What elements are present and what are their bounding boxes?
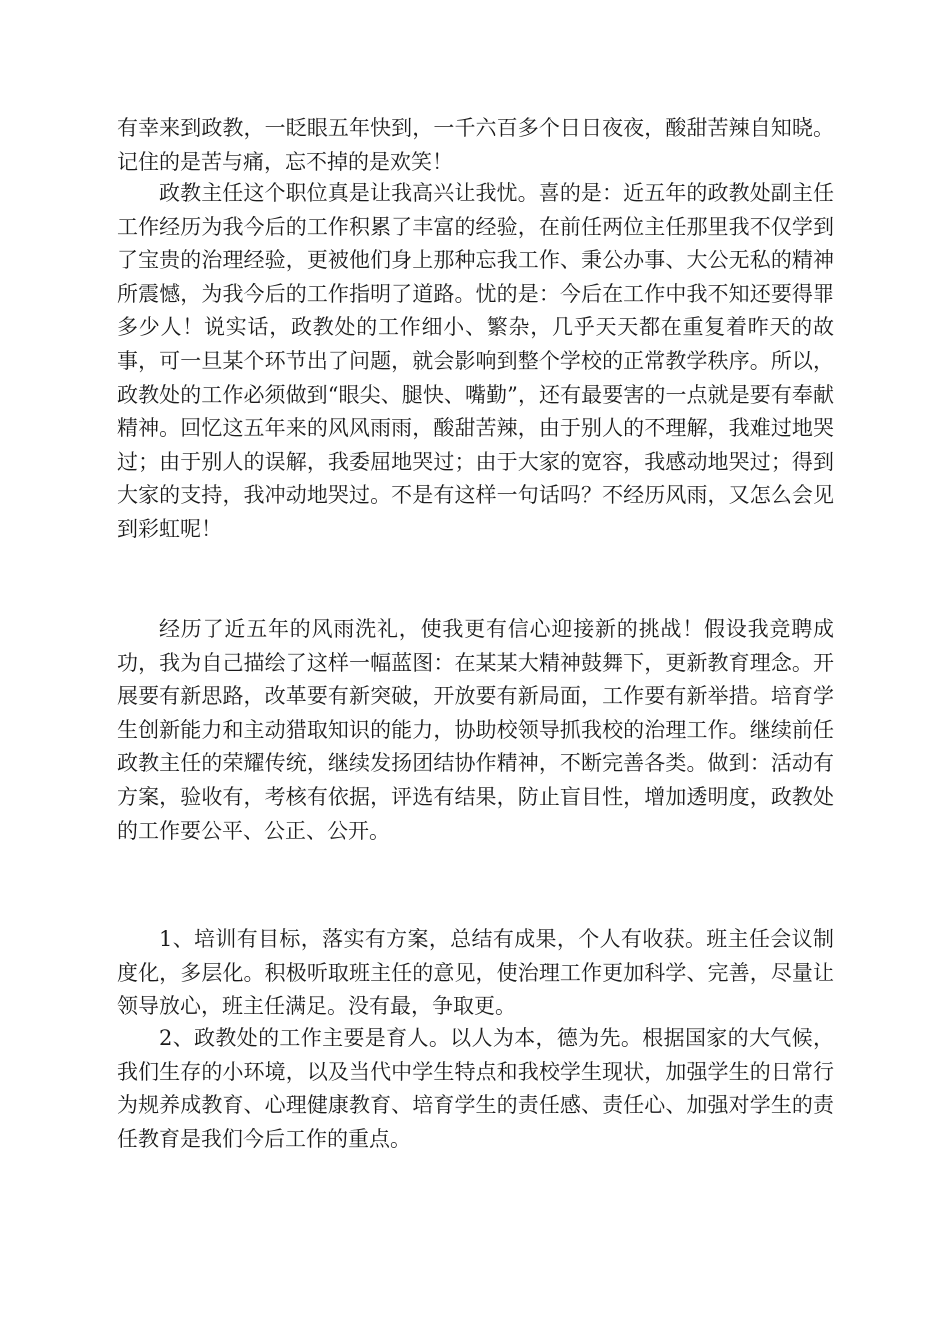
paragraph-intro: 有幸来到政教，一眨眼五年快到，一千六百多个日日夜夜，酸甜苦辣自知晓。记住的是苦与痛，忘不掉的是欢笑！ [117, 116, 834, 174]
paragraph-item-2: 2、政教处的工作主要是育人。以人为本，德为先。根据国家的大气候，我们生存的小环境，以及当代中学生特点和我校学生现状，加强学生的日常行为规养成教育、心理健康教育、培育学生的责任感、责任心、加强对学生的责任教育是我们今后工作的重点。 [117, 1026, 834, 1151]
paragraph-position-reflection: 政教主任这个职位真是让我高兴让我忧。喜的是：近五年的政教处副主任工作经历为我今后的工作积累了丰富的经验，在前任两位主任那里我不仅学到了宝贵的治理经验，更被他们身上那种忘我工作、秉公办事、大公无私的精神所震憾，为我今后的工作指明了道路。忧的是：今后在工作中我不知还要得罪多少人！说实话，政教处的工作细小、繁杂，几乎天天都在重复着昨天的故事，可一旦某个环节出了问题，就会影响到整个学校的正常教学秩序。所以，政教处的工作必须做到“眼尖、腿快、嘴勤”，还有最要害的一点就是要有奉献精神。回忆这五年来的风风雨雨，酸甜苦辣，由于别人的不理解，我难过地哭过；由于别人的误解，我委屈地哭过；由于大家的宽容，我感动地哭过；得到大家的支持，我冲动地哭过。不是有这样一句话吗？不经历风雨，又怎么会见到彩虹呢！ [117, 181, 834, 541]
paragraph-item-1: 1、培训有目标，落实有方案，总结有成果，个人有收获。班主任会议制度化，多层化。积极听取班主任的意见，使治理工作更加科学、完善，尽量让领导放心，班主任满足。没有最，争取更。 [117, 927, 834, 1019]
paragraph-blueprint: 经历了近五年的风雨洗礼，使我更有信心迎接新的挑战！假设我竞聘成功，我为自己描绘了这样一幅蓝图：在某某大精神鼓舞下，更新教育理念。开展要有新思路，改革要有新突破，开放要有新局面，工作要有新举措。培育学生创新能力和主动猎取知识的能力，协助校领导抓我校的治理工作。继续前任政教主任的荣耀传统，继续发扬团结协作精神，不断完善各类。做到：活动有方案，验收有，考核有依据，评选有结果，防止盲目性，增加透明度，政教处的工作要公平、公正、公开。 [117, 617, 834, 843]
